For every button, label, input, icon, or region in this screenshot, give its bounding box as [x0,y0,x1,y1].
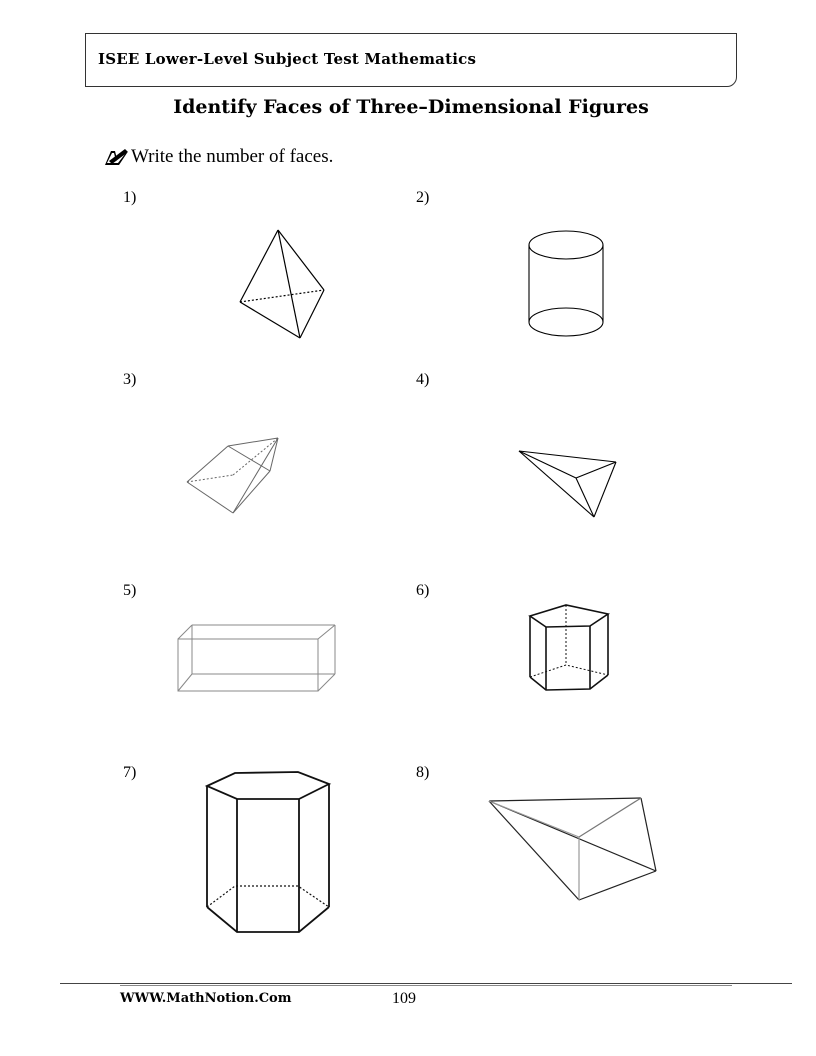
figure-2-cylinder [525,228,610,343]
page-title: Identify Faces of Three–Dimensional Figures [173,96,649,118]
instruction-text: Write the number of faces. [131,146,334,167]
figure-6-pentagonal-prism [526,602,616,697]
problem-2-number: 2) [416,189,430,206]
header-box [85,33,737,87]
instruction [103,146,333,168]
figure-3-triangular-prism [183,435,283,520]
figure-7-hexagonal-prism [203,768,338,938]
header-title: ISEE Lower-Level Subject Test Mathematics [98,50,477,68]
problem-8-number: 8) [416,764,430,781]
footer-divider [60,983,792,984]
problem-5-number: 5) [123,582,137,599]
problem-6-number: 6) [416,582,430,599]
pencil-icon [103,147,129,167]
figure-4-triangular-pyramid [516,448,621,523]
problem-4-number: 4) [416,371,430,388]
footer-website: WWW.MathNotion.Com [120,991,292,1006]
problem-1-number: 1) [123,189,137,206]
figure-5-rectangular-prism [175,622,340,694]
figure-1-triangular-pyramid [230,225,330,345]
problem-3-number: 3) [123,371,137,388]
problem-7-number: 7) [123,764,137,781]
figure-8-triangular-pyramid [486,795,661,907]
footer-divider-inner [120,985,732,986]
page-number: 109 [392,990,416,1007]
